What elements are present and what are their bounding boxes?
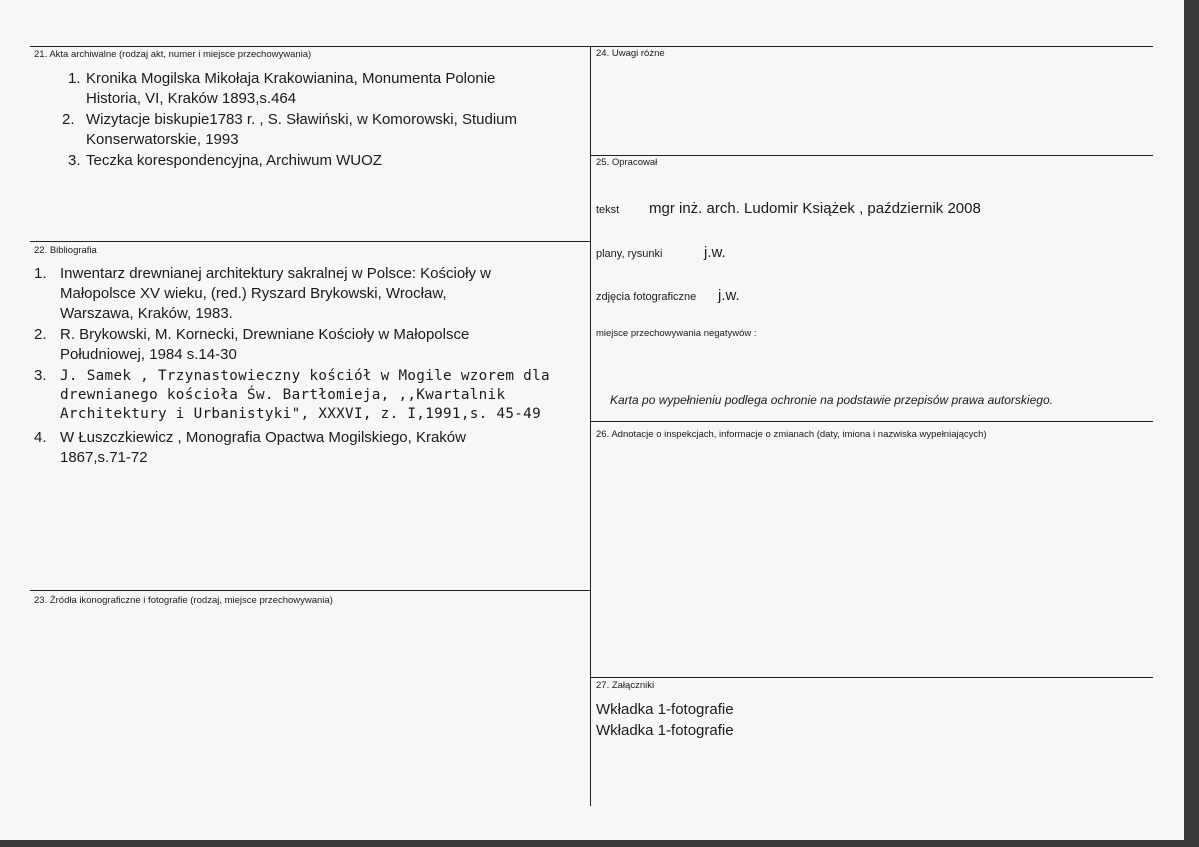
scan-edge-right	[1184, 0, 1199, 847]
bibliography-item-number: 4.	[34, 429, 47, 446]
bibliography-item	[34, 366, 588, 426]
bibliography-item-number: 1.	[34, 265, 47, 282]
archive-item-text: Konserwatorskie, 1993	[86, 131, 239, 148]
bibliography-item-text: R. Brykowski, M. Kornecki, Drewniane Kościoły w Małopolsce	[60, 326, 470, 343]
archive-item-number: 3.	[68, 152, 81, 169]
bibliography-item-number: 2.	[34, 326, 47, 343]
divider-26-27	[590, 677, 1153, 678]
archive-item-text: Wizytacje biskupie1783 r. , S. Sławiński, w Komorowski, Studium	[86, 111, 517, 128]
zdjecia-value: j.w.	[718, 287, 740, 304]
bibliography-item-text: Południowej, 1984 s.14-30	[60, 346, 237, 363]
archive-item	[68, 69, 588, 109]
archive-item	[62, 110, 588, 150]
plany-label: plany, rysunki	[596, 248, 663, 260]
attachment-item: Wkładka 1-fotografie	[596, 701, 734, 718]
divider-25-26	[590, 421, 1153, 422]
archive-item-text: Teczka korespondencyjna, Archiwum WUOZ	[86, 152, 382, 169]
archive-item-text: Kronika Mogilska Mikołaja Krakowianina, Monumenta Polonie	[86, 70, 496, 87]
tekst-value: mgr inż. arch. Ludomir Książek , październik 2008	[649, 200, 981, 217]
tekst-label: tekst	[596, 204, 620, 216]
divider-24-25	[590, 155, 1153, 156]
archive-item-number: 2.	[62, 111, 75, 128]
column-divider	[590, 46, 591, 806]
bibliography-item	[34, 264, 588, 324]
bibliography-item-text: 1867,s.71-72	[60, 449, 148, 466]
copyright-note: Karta po wypełnieniu podlega ochronie na podstawie przepisów prawa autorskiego.	[610, 393, 1053, 407]
section-21-label: 21. Akta archiwalne (rodzaj akt, numer i miejsce przechowywania)	[34, 49, 312, 60]
bibliography-item-text: Warszawa, Kraków, 1983.	[60, 305, 233, 322]
archive-item	[68, 151, 588, 171]
bibliography-item	[34, 428, 588, 468]
bibliography-item-text: drewnianego kościoła Św. Bartłomieja, ,,Kwartalnik	[60, 387, 506, 403]
bibliography-item-text: J. Samek , Trzynastowieczny kościół w Mogile wzorem dla	[60, 368, 550, 384]
section-24-label: 24. Uwagi różne	[596, 48, 665, 59]
archive-item-text: Historia, VI, Kraków 1893,s.464	[86, 90, 297, 107]
top-border-line	[30, 46, 1153, 47]
divider-21-22	[30, 241, 590, 242]
zdjecia-label: zdjęcia fotograficzne	[596, 291, 697, 303]
bibliography-item-text: W Łuszczkiewicz , Monografia Opactwa Mogilskiego, Kraków	[60, 429, 466, 446]
section-22-label: 22. Bibliografia	[34, 245, 97, 256]
negatywy-label: miejsce przechowywania negatywów :	[596, 328, 757, 339]
divider-22-23	[30, 590, 590, 591]
section-25-label: 25. Opracował	[596, 157, 658, 168]
attachment-item: Wkładka 1-fotografie	[596, 722, 734, 739]
section-23-label: 23. Źródła ikonograficzne i fotografie (rodzaj, miejsce przechowywania)	[34, 595, 333, 606]
bibliography-item-number: 3.	[34, 367, 47, 384]
scan-edge-bottom	[0, 840, 1199, 847]
bibliography-item-text: Inwentarz drewnianej architektury sakralnej w Polsce: Kościoły w	[60, 265, 492, 282]
section-27-label: 27. Załączniki	[596, 680, 655, 691]
bibliography-item-text: Małopolsce XV wieku, (red.) Ryszard Brykowski, Wrocław,	[60, 285, 447, 302]
bibliography-item-text: Architektury i Urbanistyki", XXXVI, z. I,1991,s. 45-49	[60, 406, 542, 422]
archive-item-number: 1.	[68, 70, 81, 87]
section-26-label: 26. Adnotacje o inspekcjach, informacje o zmianach (daty, imiona i nazwiska wypełniających)	[596, 429, 987, 440]
plany-value: j.w.	[704, 244, 726, 261]
bibliography-item	[34, 325, 588, 365]
